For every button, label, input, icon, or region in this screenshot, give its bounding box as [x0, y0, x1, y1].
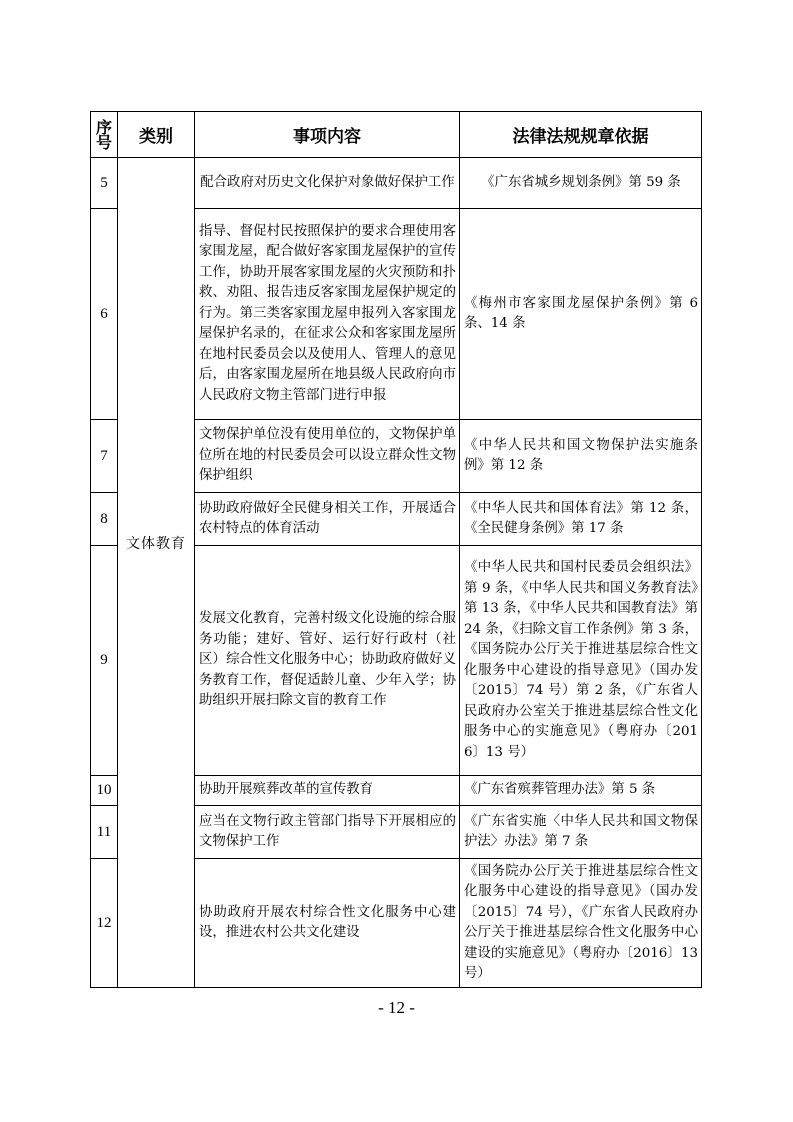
row-basis: 《梅州市客家围龙屋保护条例》第 6 条、14 条 — [460, 209, 702, 420]
row-basis: 《广东省实施〈中华人民共和国文物保护法〉办法》第 7 条 — [460, 806, 702, 859]
row-number: 6 — [91, 209, 118, 420]
row-content: 配合政府对历史文化保护对象做好保护工作 — [195, 158, 460, 209]
row-content: 发展文化教育，完善村级文化设施的综合服务功能；建好、管好、运行好行政村（社区）综合性文化服务中心；协助政府做好义务教育工作，督促适龄儿童、少年入学；协助组织开展扫除文盲的教育工作 — [195, 546, 460, 776]
page-number: - 12 - — [378, 998, 415, 1017]
row-number: 12 — [91, 859, 118, 988]
row-number: 10 — [91, 776, 118, 806]
row-number: 7 — [91, 420, 118, 493]
row-basis: 《中华人民共和国村民委员会组织法》第 9 条，《中华人民共和国义务教育法》第 13 条，《中华人民共和国教育法》第 24 条，《扫除文盲工作条例》第 3 条，《国务院办公厅关于推进基层综合性文化服务中心建设的指导意见》（国办发〔2015〕74 号）第 2 条，《广东省人民政府办公室关于推进基层综合性文化服务中心的实施意见》（粤府办〔2016〕13 号） — [460, 546, 702, 776]
header-content: 事项内容 — [195, 112, 460, 158]
row-number: 5 — [91, 158, 118, 209]
row-content: 协助开展殡葬改革的宣传教育 — [195, 776, 460, 806]
row-number: 8 — [91, 493, 118, 546]
row-basis: 《广东省殡葬管理办法》第 5 条 — [460, 776, 702, 806]
row-content: 协助政府做好全民健身相关工作，开展适合农村特点的体育活动 — [195, 493, 460, 546]
header-seq: 序号 — [91, 112, 118, 158]
regulation-table — [90, 111, 702, 988]
category-cell: 文体教育 — [118, 158, 195, 988]
row-basis: 《中华人民共和国文物保护法实施条例》第 12 条 — [460, 420, 702, 493]
row-number: 11 — [91, 806, 118, 859]
row-content: 指导、督促村民按照保护的要求合理使用客家围龙屋，配合做好客家围龙屋保护的宣传工作，协助开展客家围龙屋的火灾预防和扑救、劝阻、报告违反客家围龙屋保护规定的行为。第三类客家围龙屋申报列入客家围龙屋保护名录的，在征求公众和客家围龙屋所在地村民委员会以及使用人、管理人的意见后，由客家围龙屋所在地县级人民政府向市人民政府文物主管部门进行申报 — [195, 209, 460, 420]
row-content: 协助政府开展农村综合性文化服务中心建设，推进农村公共文化建设 — [195, 859, 460, 988]
row-basis: 《中华人民共和国体育法》第 12 条，《全民健身条例》第 17 条 — [460, 493, 702, 546]
table-row — [91, 158, 702, 209]
header-category: 类别 — [118, 112, 195, 158]
row-content: 文物保护单位没有使用单位的，文物保护单位所在地的村民委员会可以设立群众性文物保护组织 — [195, 420, 460, 493]
row-content: 应当在文物行政主管部门指导下开展相应的文物保护工作 — [195, 806, 460, 859]
header-basis: 法律法规规章依据 — [460, 112, 702, 158]
table-header-row — [91, 112, 702, 158]
row-number: 9 — [91, 546, 118, 776]
row-basis: 《广东省城乡规划条例》第 59 条 — [460, 158, 702, 209]
row-basis: 《国务院办公厅关于推进基层综合性文化服务中心建设的指导意见》（国办发〔2015〕74 号），《广东省人民政府办公厅关于推进基层综合性文化服务中心建设的实施意见》（粤府办〔2016〕13 号） — [460, 859, 702, 988]
